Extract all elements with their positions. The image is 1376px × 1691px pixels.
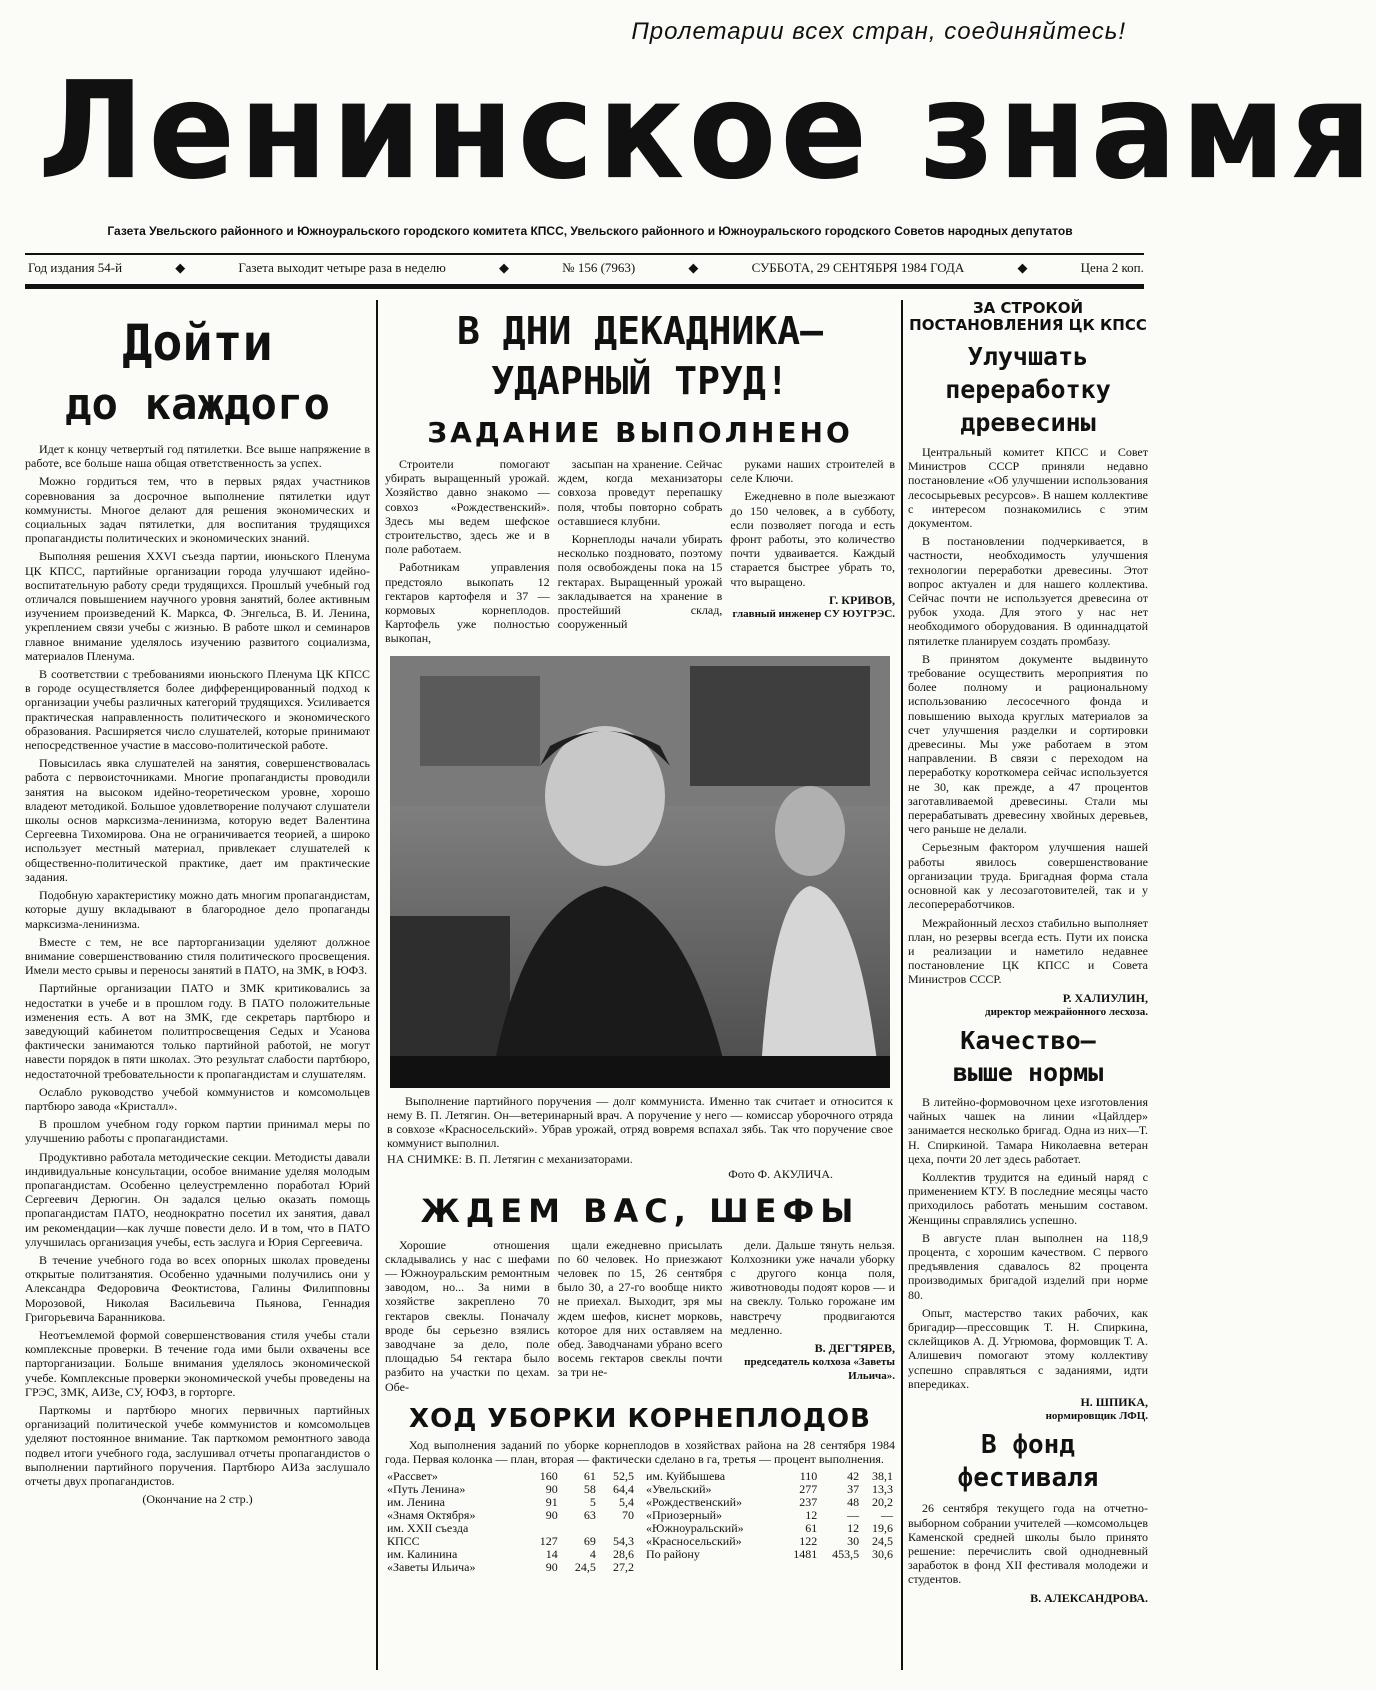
value-cell: 5 [589, 1495, 596, 1510]
farm-name-cell: «Заветы Ильича» [387, 1560, 476, 1575]
value-cell: 14 [545, 1547, 558, 1562]
article-title: В фонд [981, 1430, 1075, 1461]
photo-illustration [390, 656, 890, 1088]
issue-info-bar [28, 260, 1144, 282]
article-paragraph: Парткомы и партбюро многих первичных партийных организаций политической учебе коммунистов и комсомольцев уделяют постоянное внимание. Так парткомом ремонтного завода подвел итоги учебного года, заслушивал отчеты пропагандистов о выполнении партийного поручения. Партбюро АИЗа заслушало отчеты двух пропагандистов. [25, 1403, 370, 1489]
value-cell: 20,2 [872, 1495, 893, 1510]
farm-name-cell: «Рассвет» [387, 1469, 438, 1484]
article-paragraph: Продуктивно работала методические секции. Методисты давали индивидуальные консультации, особое внимание уделяя молодым пропагандистам. Особенно целеустремленно поработал Юрий Сергеевич Дерюгин. Он задался целью оказать помощь пропагандистам ПАТО, неоднократно посетил их занятия, давал им рекомендации—как лучше повести дело. И в том, что в ПАТО улучшилась организация учебы, есть заслуга и Юрия Сергеевича. [25, 1149, 370, 1249]
author-signature: Н. ШПИКА, [1080, 1394, 1148, 1409]
article-title: фестиваля [957, 1463, 1099, 1494]
masthead-motto: Пролетарии всех стран, соединяйтесь! [631, 18, 1126, 45]
value-cell: 90 [545, 1482, 558, 1497]
separator-icon: ◆ [1017, 260, 1028, 275]
shefy-text [385, 1238, 895, 1398]
article-title: переработку [945, 375, 1111, 404]
article-paragraph: Выполняя решения XXVI съезда партии, июньского Пленума ЦК КПСС, партийные организации города улучшают идейно-воспитательную работу среди трудящихся. Прошлый учебный год отличался повышением научного уровня занятий, более активным изучением произведений К. Маркса, Ф. Энгельса, В. И. Ленина, укреплением связи учебы с жизнью. В работе школ и семинаров главное внимание уделялось изучению развитого социализма, материалов Пленума. [25, 549, 370, 663]
value-cell: 91 [545, 1495, 558, 1510]
article-paragraph: Партийные организации ПАТО и ЗМК критиковались за недостатки в учебе и в прошлом году. В ПАТО положительные изменения есть. А вот на ЗМК, где секретарь партбюро и заведующий кабинетом политпросвещения Седых и Усанова фактически занимаются только партийной работой, не могут навести порядок в пяти школах. Это результат слабости партбюро, недостаточной требовательности к пропагандистам и слушателям. [25, 981, 370, 1081]
value-cell: 4 [589, 1547, 596, 1562]
article-paragraph: В течение учебного года во всех опорных школах проведены открытые политзанятия. Особенно удачными получились они у Александра Федоровича Феоктистова, Галины Филипповны Морозовой, Николая Васильевича Пьянова, Геннадия Григорьевича Баранникова. [25, 1252, 370, 1324]
value-cell: 28,6 [613, 1547, 634, 1562]
banner-headline: В ДНИ ДЕКАДНИКА— [456, 309, 824, 353]
value-cell: 122 [799, 1534, 818, 1549]
zadanie-text [385, 457, 895, 650]
article-title: Улучшать [967, 342, 1089, 371]
author-role: председатель колхоза «Заветы Ильича». [744, 1356, 896, 1383]
value-cell: 64,4 [613, 1482, 634, 1497]
value-cell: 277 [799, 1482, 818, 1497]
value-cell: 37 [847, 1482, 860, 1497]
value-cell: 30 [847, 1534, 860, 1549]
value-cell: 12 [847, 1521, 860, 1536]
author-role: директор межрайонного лесхоза. [985, 1005, 1148, 1018]
article-paragraph: Повысилась явка слушателей на занятия, совершенствовалась работа с первоисточниками. Многие пропагандисты проводили занятия на высоком идейно-теоретическом уровне, хорошо владеют методикой. Большое удовлетворение получают слушатели школы основ марксизма-ленинизма, которую ведет Валентина Сергеевна Тихомирова. Она не ограничивается теорией, а широко использует местный материал, привлекает слушателей к общественно-политической практике, дает им практические задания. [25, 756, 370, 884]
article-paragraph: Неотъемлемой формой совершенствования стиля учебы стали комплексные проверки. В течение года ими были охвачены все парторганизации. Больше внимания уделялось экономической учебе. Комплексные проверки экономической учебы проведены на ГРЭС, ЗМК, АИЗе, СУ, ЮФЗ, в горторге. [25, 1327, 370, 1399]
article-paragraph: Корнеплоды начали убирать несколько поздновато, поэтому поля освобождены пока на 15 гектарах. Выращенный урожай закладывается на хранение в простейший склад, сооруженный [557, 532, 723, 632]
value-cell: 24,5 [872, 1534, 893, 1549]
masthead-rule [25, 253, 1144, 255]
right-column [908, 298, 1148, 1678]
farm-name-cell: «Красносельский» [646, 1534, 742, 1549]
table-title: ХОД УБОРКИ КОРНЕПЛОДОВ [409, 1403, 871, 1434]
value-cell: 54,3 [613, 1534, 634, 1549]
newspaper-title: Ленинское знамя [38, 53, 1376, 210]
farm-name-cell: «Приозерный» [646, 1508, 723, 1523]
value-cell: 48 [847, 1495, 860, 1510]
farm-name-cell: им. Куйбышева [646, 1469, 726, 1484]
article-paragraph: дели. Дальше тянуть нельзя. Колхозники уже начали уборку с другого конца поля, животноводы подоят коров — и на свеклу. Только горожане им навстречу продвигаются медленно. [730, 1237, 896, 1337]
farm-name-cell: им. Ленина [387, 1495, 445, 1510]
separator-icon: ◆ [688, 260, 699, 275]
table-row [385, 1561, 636, 1574]
article-paragraph: В соответствии с требованиями июньского Пленума ЦК КПСС в городе осуществляется более дифференцированный подход к организации учебы различных категорий трудящихся. Усиливается практическая направленность политического и экономического образования. Расширяется число слушателей, которые принимают непосредственное участие в массово-политической работе. [25, 667, 370, 753]
value-cell: 5,4 [619, 1495, 634, 1510]
author-signature: В. АЛЕКСАНДРОВА. [1030, 1590, 1148, 1605]
value-cell: 110 [799, 1469, 818, 1484]
farm-name-cell: им. XXII съезда [387, 1521, 469, 1536]
newspaper-subtitle: Газета Увельского районного и Южноуральского городского комитета КПСС, Увельского районного и Южноуральского городского Советов народных депутатов [107, 224, 1073, 238]
value-cell: 42 [847, 1469, 860, 1484]
article-title: Качество— [960, 1025, 1096, 1055]
farm-name-cell: По району [646, 1547, 700, 1562]
section-title: ЖДЕМ ВАС, ШЕФЫ [420, 1191, 860, 1230]
photo-caption: Выполнение партийного поручения — долг коммуниста. Именно так считает и относится к нему В. П. Летягин. Он—ветеринарный врач. А поручение у него — комиссар уборочного отряда в совхозе «Красносельский». Убрав урожай, отряд вовремя вспахал зябь. Так что поручение свое коммунист выполнил. [387, 1093, 893, 1150]
article-paragraph: Ослабло руководство учебой коммунистов и комсомольцев партбюро завода «Кристалл». [25, 1084, 370, 1113]
issue-year: Год издания 54-й [28, 260, 123, 275]
farm-name-cell: КПСС [387, 1534, 420, 1549]
issue-number: № 156 (7963) [562, 260, 636, 275]
value-cell: 237 [799, 1495, 818, 1510]
article-paragraph: Центральный комитет КПСС и Совет Министров СССР приняли недавно постановление «Об улучшении использования лесосырьевых ресурсов». В нашем коллективе с интересом познакомились с этим документом. [908, 445, 1148, 531]
author-role: главный инженер СУ ЮУГРЭС. [732, 608, 896, 621]
article-paragraph: Ежедневно в поле выезжают до 150 человек, а в субботу, если позволяет погода и есть фронт работы, это количество почти удваивается. Каждый старается быстрее убрать то, что выращено. [730, 489, 896, 589]
table-row [385, 1522, 636, 1535]
article-paragraph: Межрайонный лесхоз стабильно выполняет план, но резервы всегда есть. Пути их поиска и реализации и наметило недавнее постановление ЦК КПСС и Совета Министров СССР. [908, 915, 1148, 987]
value-cell: 453,5 [832, 1547, 860, 1562]
center-column [385, 298, 895, 1678]
issue-date: СУББОТА, 29 СЕНТЯБРЯ 1984 ГОДА [751, 260, 965, 275]
section-title: ЗАДАНИЕ ВЫПОЛНЕНО [427, 416, 853, 449]
value-cell: 27,2 [613, 1560, 634, 1575]
article-paragraph: В августе план выполнен на 118,9 процента, с хорошим качеством. С первого предъявления сдавалось 82 процента производимых бригадой изделий при норме 80. [908, 1230, 1148, 1302]
harvest-table-left [385, 1470, 636, 1574]
table-row [644, 1548, 895, 1561]
article-paragraph: Коллектив трудится на единый наряд с применением КТУ. В последние месяцы часто приходилось работать меньшим составом. Женщины справлялись успешно. [908, 1169, 1148, 1227]
news-photo [390, 656, 890, 1088]
value-cell: 127 [539, 1534, 558, 1549]
article-paragraph: 26 сентября текущего года на отчетно-выборном собрании учителей —комсомольцев Каменской средней школы было принято решение: перечислить свой однодневный заработок в фонд XII фестиваля молодежи и студентов. [908, 1501, 1148, 1587]
banner-headline: УДАРНЫЙ ТРУД! [491, 359, 789, 403]
section-kicker: ЗА СТРОКОЙ ПОСТАНОВЛЕНИЯ ЦК КПСС [909, 299, 1147, 334]
value-cell: 38,1 [872, 1469, 893, 1484]
issue-frequency: Газета выходит четыре раза в неделю [238, 260, 446, 275]
author-role: нормировщик ЛФЦ. [1045, 1410, 1148, 1423]
separator-icon: ◆ [175, 260, 186, 275]
separator-icon: ◆ [499, 260, 509, 275]
farm-name-cell: им. Калинина [387, 1547, 458, 1562]
article-paragraph: Можно гордиться тем, что в первых рядах участников соревнования за досрочное выполнение пятилетки идут коммунисты. Многое делают для решения экономических и социальных задач пятилетки, для воспитания трудящихся пропагандисты политических и экономических знаний. [25, 474, 370, 546]
article-paragraph: В литейно-формовочном цехе изготовления чайных чашек на линии «Цайлдер» занимается несколько бригад. Одна из них—Т. Н. Спиркиной. Тамара Николаевна ветеран цеха, почти 20 лет здесь работает. [908, 1094, 1148, 1166]
column-divider [376, 300, 378, 1670]
value-cell: 63 [583, 1508, 596, 1523]
article-paragraph: засыпан на хранение. Сейчас ждем, когда механизаторы совхоза проведут перепашку поля, чтобы повторно собрать оставшиеся клубни. [557, 457, 723, 528]
value-cell: 70 [622, 1508, 634, 1523]
article-paragraph: Хорошие отношения складывались у нас с шефами — Южноуральским ремонтным заводом, но... За ними в хозяйстве закреплено 70 гектаров свеклы. Поначалу вроде бы серьезно взялись заводчане за дело, поле площадью 54 гектара было разбито на участки по цехам. Обе- [385, 1237, 550, 1394]
value-cell: 13,3 [872, 1482, 893, 1497]
value-cell: 24,5 [574, 1560, 596, 1575]
article-paragraph: Строители помогают убирать выращенный урожай. Хозяйство давно знакомо — совхоз «Рождественский». Здесь мы ведем шефское строительство, здесь же и в поле работаем. [385, 457, 550, 557]
value-cell: 69 [583, 1534, 596, 1549]
value-cell: 61 [805, 1521, 818, 1536]
harvest-table [385, 1470, 895, 1574]
farm-name-cell: «Увельский» [646, 1482, 712, 1497]
value-cell: 61 [583, 1469, 596, 1484]
value-cell: 30,6 [872, 1547, 893, 1562]
author-signature: В. ДЕГТЯРЕВ, [814, 1341, 896, 1356]
value-cell: — [847, 1508, 860, 1523]
farm-name-cell: «Знамя Октября» [387, 1508, 476, 1523]
harvest-table-right [644, 1470, 895, 1561]
value-cell: 52,5 [613, 1469, 634, 1484]
article-title: выше нормы [952, 1057, 1104, 1087]
value-cell: 90 [545, 1508, 558, 1523]
article-doyti-do-kazhdogo [25, 298, 370, 1678]
author-signature: Г. КРИВОВ, [829, 592, 896, 607]
value-cell: 90 [545, 1560, 558, 1575]
farm-name-cell: «Рождественский» [646, 1495, 743, 1510]
author-signature: Р. ХАЛИУЛИН, [1062, 990, 1148, 1005]
article-paragraph: Подобную характеристику можно дать многим пропагандистам, которые душу вкладывают в благородное дело пропаганды марксизма-ленинизма. [25, 888, 370, 931]
value-cell: 58 [583, 1482, 596, 1497]
value-cell: 160 [539, 1469, 558, 1484]
article-paragraph: Идет к концу четвертый год пятилетки. Все выше напряжение в работе, все больше наша общая ответственность за успех. [25, 442, 370, 471]
value-cell: 19,6 [872, 1521, 893, 1536]
article-paragraph: В постановлении подчеркивается, в частности, необходимость улучшения технологии переработки древесины. Этот вопрос актуален и для нашего коллектива. Сейчас почти не используется древесина от рубок ухода. Для этого у нас нет необходимого оборудования. В одиннадцатой пятилетке планируем создать промбазу. [908, 534, 1148, 648]
article-paragraph: В прошлом учебном году горком партии принимал меры по улучшению работы с пропагандистами. [25, 1117, 370, 1146]
article-paragraph: руками наших строителей в селе Ключи. [730, 457, 896, 486]
article-title: древесины [960, 408, 1096, 437]
value-cell: 12 [805, 1508, 818, 1523]
photo-note: НА СНИМКЕ: В. П. Летягин с механизаторами. [387, 1151, 633, 1166]
article-paragraph: щали ежедневно присылать по 60 человек. Но приезжают человек по 15, 26 сентября было 30, а 27-го вообще никто не приехал. Выходит, зря мы ждем шефов, киснет морковь, которое для них оставляем на обед. Заводчанами убрано всего восемь гектаров свеклы почти за три не- [557, 1237, 723, 1380]
value-cell: 1481 [793, 1547, 818, 1562]
article-paragraph: Работникам управления предстояло выкопать 12 гектаров картофеля и 37 — кормовых корнеплодов. Картофель уже полностью выкопан, [385, 560, 550, 646]
article-paragraph: Опыт, мастерство таких рабочих, как бригадир—прессовщик Т. Н. Спиркина, склейщиков А. Д. Угрюмова, формовщик Т. А. Алишевич помогают этому коллективу успешно справляться с заданиями, идти впередиках. [908, 1305, 1148, 1391]
article-title: до каждого [65, 379, 330, 430]
continuation-note: (Окончание на 2 стр.) [142, 1492, 253, 1507]
issue-price: Цена 2 коп. [1080, 260, 1144, 275]
table-intro: Ход выполнения заданий по уборке корнеплодов в хозяйствах района на 28 сентября 1984 года. Первая колонка — план, вторая — фактически сделано в га, третья — процент выполнения. [385, 1437, 895, 1467]
article-paragraph: Вместе с тем, не все парторганизации уделяют должное внимание совершенствованию стиля политического просвещения. Имели место срывы и переносы занятий в ПАТО, на ЗМК, в ЮФЗ. [25, 934, 370, 978]
article-paragraph: В принятом документе выдвинуто требование осуществить мероприятия по более полному и рациональному использованию лесосечного фонда и повышению выхода круглых материалов за счет улучшения разделки и сортировки древесины. Мы уже работаем в этом направлении. В связи с переходом на переработку короткомера сейчас используется не 30, как прежде, а 47 процентов заготавливаемой древесины. Стали мы перерабатывать древесину хвойных деревьев, чего раньше не делали. [908, 651, 1148, 837]
column-divider [901, 300, 903, 1670]
value-cell: — [881, 1508, 893, 1523]
masthead-thick-rule [25, 284, 1144, 289]
farm-name-cell: «Путь Ленина» [387, 1482, 466, 1497]
article-title: Дойти [122, 314, 273, 372]
article-paragraph: Серьезным фактором улучшения нашей работы явилось совершенствование организации труда. Бригадная форма стала основной как у лесозаготовителей, так и у лесопереработчиков. [908, 840, 1148, 912]
farm-name-cell: «Южноуральский» [646, 1521, 744, 1536]
photo-credit: Фото Ф. АКУЛИЧА. [728, 1166, 833, 1181]
